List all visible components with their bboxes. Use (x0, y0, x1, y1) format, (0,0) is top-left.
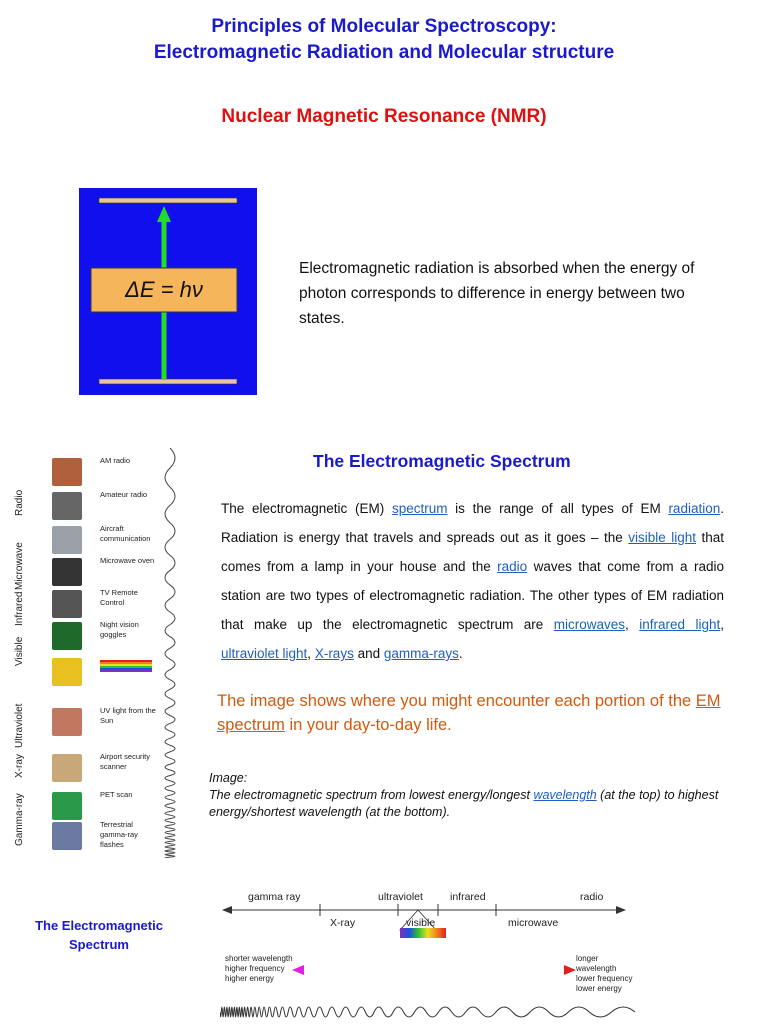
spectrum-item (48, 752, 218, 786)
link-x-rays[interactable]: X-rays (314, 646, 354, 661)
link-infrared-light[interactable]: infrared light (639, 617, 721, 632)
title-line-1: Principles of Molecular Spectroscopy: (211, 16, 557, 37)
para-text: and (353, 646, 384, 661)
item-label: TV Remote Control (100, 588, 138, 607)
everyday-life-note (217, 689, 737, 737)
label-visible: visible (406, 917, 436, 929)
em-spectrum-scale-figure (220, 884, 640, 1024)
caption-line-2: Spectrum (69, 937, 129, 952)
note-line: lower energy (576, 984, 622, 993)
item-label: Night vision goggles (100, 620, 139, 639)
link-gamma-rays[interactable]: gamma-rays (383, 646, 459, 661)
para-text: , (625, 617, 640, 632)
band-label: Ultraviolet (14, 703, 25, 748)
band-label: Infrared (14, 591, 25, 626)
caption-text: (at the top) to highest energy/shortest wavelength (at the bottom). (209, 788, 719, 819)
item-thumbnail (52, 492, 82, 520)
label-radio: radio (580, 891, 604, 903)
note-line: higher energy (225, 974, 274, 983)
item-thumbnail (52, 526, 82, 554)
note-line: longer wavelength (576, 954, 617, 973)
para-text: is the range of all types of EM (447, 501, 669, 516)
item-label: Aircraft communication (100, 524, 151, 543)
item-label: AM radio (100, 456, 131, 465)
spectrum-item (48, 706, 218, 740)
title-line-2: Electromagnetic Radiation and Molecular structure (153, 42, 615, 63)
para-text: that comes from a lamp in your house and the (221, 530, 724, 574)
item-label: PET scan (100, 790, 133, 799)
left-note (225, 954, 293, 984)
label-ultraviolet: ultraviolet (378, 891, 423, 903)
item-label: Terrestrial gamma-ray flashes (100, 820, 138, 849)
subtitle-nmr: Nuclear Magnetic Resonance (NMR) (221, 106, 547, 127)
link-wavelength[interactable]: wavelength (533, 788, 597, 802)
item-thumbnail (52, 458, 82, 486)
em-spectrum-everyday-figure (0, 448, 200, 858)
item-label: Airport security scanner (100, 752, 151, 771)
energy-equation: ΔE = hν (125, 277, 203, 302)
spectrum-paragraph (221, 494, 724, 668)
image-caption (209, 770, 761, 821)
note-line: shorter wavelength (225, 954, 293, 963)
item-thumbnail (52, 822, 82, 850)
link-radiation[interactable]: radiation (668, 501, 721, 516)
caption-text: The electromagnetic spectrum from lowest energy/longest (209, 788, 534, 802)
spectrum-item (48, 490, 218, 524)
right-note (576, 954, 640, 994)
band-label: X-ray (14, 754, 25, 778)
spectrum-item (48, 524, 218, 558)
item-thumbnail (52, 754, 82, 782)
caption-label: Image: (209, 771, 248, 785)
item-thumbnail (52, 792, 82, 820)
band-label: Radio (14, 489, 25, 516)
band-label: Gamma-ray (14, 793, 25, 846)
link-spectrum[interactable]: spectrum (391, 501, 448, 516)
note-line: higher frequency (225, 964, 285, 973)
item-thumbnail (52, 590, 82, 618)
para-text: The electromagnetic (EM) (221, 501, 392, 516)
label-microwave: microwave (508, 917, 559, 929)
item-thumbnail (52, 658, 82, 686)
link-em-spectrum[interactable]: EM spectrum (217, 692, 721, 734)
energy-description: Electromagnetic radiation is absorbed when the energy of photon corresponds to difference in energy between two states. (299, 260, 695, 327)
item-thumbnail (52, 708, 82, 736)
item-label: Microwave oven (100, 556, 155, 565)
item-label: UV light from the Sun (100, 706, 156, 725)
para-text: , (307, 646, 315, 661)
spectrum-item (48, 820, 218, 854)
label-infrared: infrared (450, 891, 486, 903)
item-thumbnail (52, 558, 82, 586)
bottom-figure-caption (24, 916, 174, 954)
link-radio[interactable]: radio (497, 559, 528, 574)
para-text: waves that come from a radio station are two types of electromagnetic radiation. The other types of EM radiation that make up the electromagnetic spectrum are (221, 559, 724, 632)
band-label: Visible (14, 636, 25, 666)
label-x-ray: X-ray (330, 917, 356, 929)
spectrum-item (48, 556, 218, 590)
link-visible-light[interactable]: visible light (628, 530, 697, 545)
spectrum-item (48, 456, 218, 490)
link-ultraviolet-light[interactable]: ultraviolet light (221, 646, 308, 661)
rainbow-bar (100, 660, 152, 674)
item-label: Amateur radio (100, 490, 148, 499)
note-line: lower frequency (576, 974, 633, 983)
energy-level-diagram (79, 188, 257, 395)
wave-graphic (150, 448, 190, 858)
section-heading: The Electromagnetic Spectrum (313, 451, 571, 471)
caption-line-1: The Electromagnetic (35, 918, 163, 933)
band-label: Microwave (14, 542, 25, 590)
spectrum-item (48, 588, 218, 622)
label-gamma-ray: gamma ray (248, 891, 301, 903)
spectrum-item (48, 620, 218, 654)
note-text: in your day-to-day life. (284, 716, 452, 734)
note-text: The image shows where you might encounter each portion of the (217, 692, 696, 710)
para-text: . (458, 646, 463, 661)
link-microwaves[interactable]: microwaves (553, 617, 626, 632)
para-text: . Radiation is energy that travels and spreads out as it goes – the (221, 501, 724, 545)
para-text: , (720, 617, 724, 632)
page-title (0, 14, 768, 66)
item-thumbnail (52, 622, 82, 650)
spectrum-item (48, 790, 218, 824)
